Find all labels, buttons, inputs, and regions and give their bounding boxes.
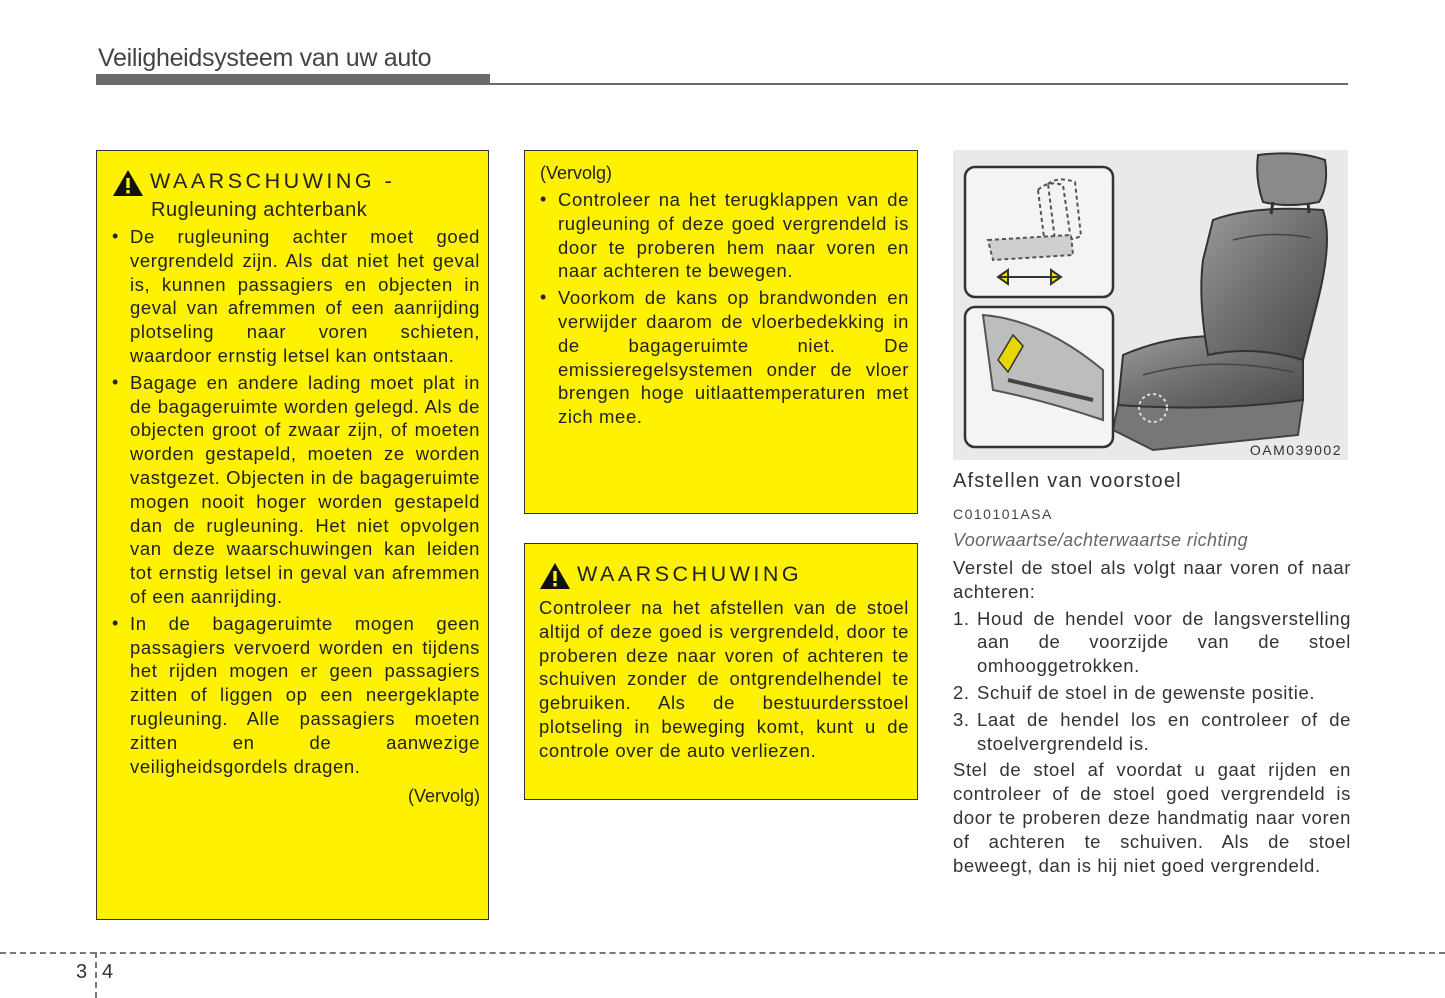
step-text: Schuif de stoel in de gewenste positie. [977,681,1316,703]
header-rule [96,83,1348,85]
page-header-title: Veiligheidsysteem van uw auto [98,44,432,72]
list-item [953,607,1351,678]
step-text: Houd de hendel voor de langsverstelling aan de voorzijde van de stoel omhooggetrokken. [977,607,1351,677]
footer-dashed-rule [0,952,1445,954]
section-title: Afstellen van voorstoel [953,470,1182,492]
section-intro: Verstel de stoel als volgt naar voren of naar achteren: [953,557,1351,602]
list-item [953,681,1351,705]
step-text: Laat de hendel los en controleer of de stoelvergrendeld is. [977,708,1351,754]
step-number: 2. [953,681,970,703]
seat-adjust-figure [953,150,1348,460]
list-item [953,708,1351,756]
warning-body: Controleer na het afstellen van de stoel altijd of deze goed is vergrendeld, door te proberen deze naar voren of achteren te schuiven zonder de ontgrendelhendel te gebruiken. Als de bestuurdersstoel plotseling in beweging komt, kunt u de controle over de auto verliezen. [539,597,909,761]
list-item: • In de bagageruimte mogen geen passagiers vervoerd worden en tijdens het rijden mogen er geen passagiers zitten of liggen op een neergeklapte rugleuning. Alle passagiers moeten zitten en de aanwezige veiligheidsgordels dragen. [112,612,480,779]
warning-subtitle: Rugleuning achterbank [151,199,368,221]
warning-bullet-list [112,225,480,778]
chapter-number: 3 [76,961,90,983]
warning-title: WAARSCHUWING - [150,169,396,193]
warning-box-rear-seat [96,150,489,920]
step-list [953,607,1351,756]
warning-title-row [539,562,909,590]
footer-divider [95,952,97,998]
warning-icon [112,169,144,197]
list-item: • De rugleuning achter moet goed vergrendeld zijn. Als dat niet het geval is, kunnen passagiers en objecten in geval van afremmen of een aanrijding plotseling naar voren schieten, waardoor ernstig letsel kan ontstaan. [112,225,480,368]
figure-code: OAM039002 [1249,442,1342,458]
section-body [953,556,1351,877]
warning-title-row [112,169,480,197]
list-item: • Voorkom de kans op brandwonden en verwijder daarom de vloerbedekking in de bagageruimte niet. De emissieregelsystemen onder de vloer brengen hoge uitlaattemperaturen met zich mee. [540,286,909,429]
warning-bullet-list [540,188,909,429]
warning-icon [539,562,571,590]
section-subtitle: Voorwaartse/achterwaartse richting [953,530,1249,550]
warning-box-seat-lock [524,543,918,800]
page-number: 4 [102,961,116,983]
step-number: 3. [953,708,970,730]
continued-heading: (Vervolg) [540,163,613,183]
list-item: • Bagage en andere lading moet plat in de bagageruimte worden gelegd. Als de objecten groot of zwaar zijn, of moeten worden gestapeld, moeten ze worden vastgezet. Objecten in de bagageruimte mogen nooit hoger worden gestapeld dan de rugleuning. Het niet opvolgen van deze waarschuwingen kan leiden tot ernstig letsel in geval van afremmen of een aanrijding. [112,371,480,609]
warning-box-continued [524,150,918,514]
section-code: C010101ASA [953,506,1053,522]
warning-title: WAARSCHUWING [577,562,803,586]
section-closing: Stel de stoel af voordat u gaat rijden en controleer of de stoel goed vergrendeld is door te proberen deze handmatig naar voren of achteren te schuiven. Als de stoel beweegt, dan is hij niet goed vergrendeld. [953,759,1351,876]
list-item: • Controleer na het terugklappen van de rugleuning of deze goed vergrendeld is door te proberen hem naar voren en naar achteren te bewegen. [540,188,909,283]
step-number: 1. [953,607,970,629]
seat-illustration [953,150,1348,460]
continued-label: (Vervolg) [407,786,480,807]
